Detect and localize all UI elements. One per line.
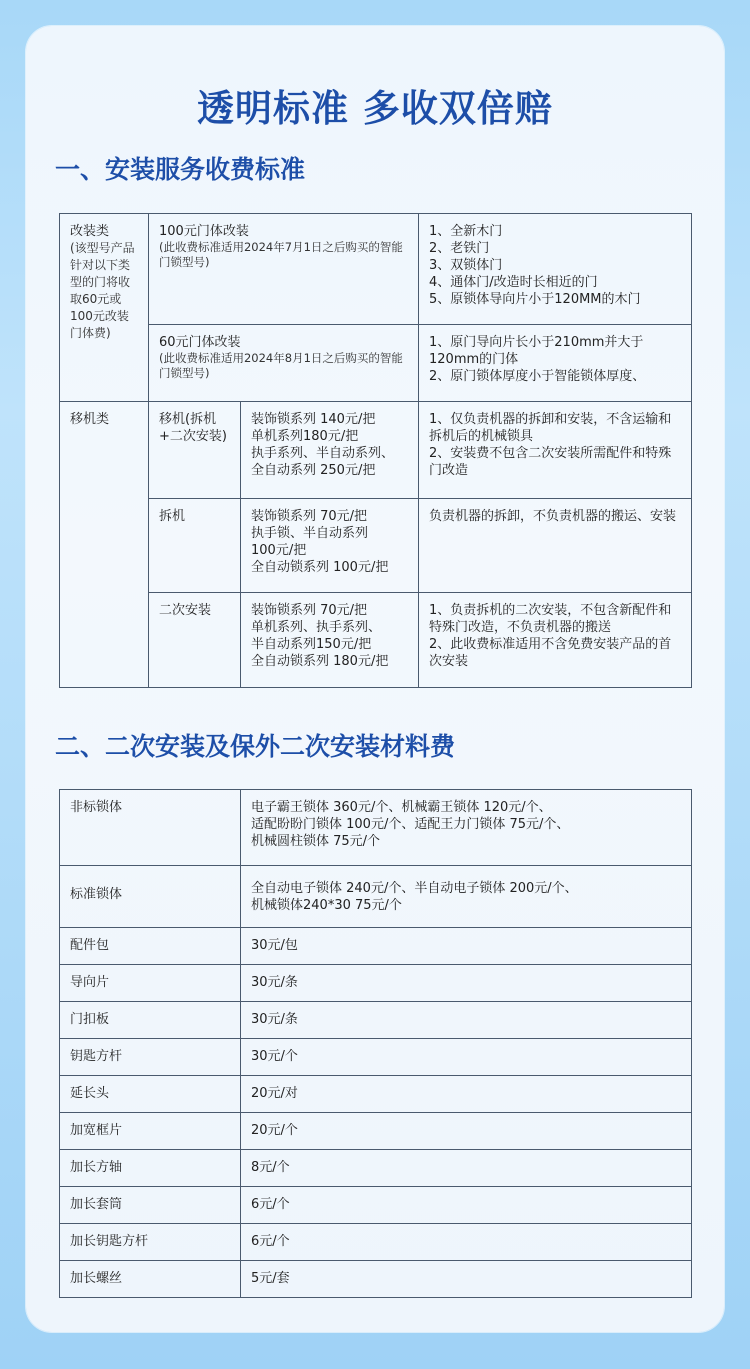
move-row-desc xyxy=(419,593,692,688)
price-line: 全自动锁系列 100元/把 xyxy=(251,560,389,575)
move-row-desc xyxy=(419,402,692,499)
move-row-prices xyxy=(241,402,419,499)
row100-cell xyxy=(149,214,419,325)
material-item: 加长钥匙方杆 xyxy=(60,1224,241,1261)
row60-note: (此收费标准适用2024年8月1日之后购买的智能门锁型号) xyxy=(159,351,403,380)
desc-line: 2、老铁门 xyxy=(429,241,490,256)
price-line: 100元/把 xyxy=(251,543,307,558)
material-price: 30元/包 xyxy=(241,928,692,965)
desc-line: 1、原门导向片长小于210mm并大于120mm的门体 xyxy=(429,335,644,367)
section1-title: 一、安装服务收费标准 xyxy=(55,155,306,184)
desc-line: 5、原锁体导向片小于120MM的木门 xyxy=(429,292,641,307)
material-item: 非标锁体 xyxy=(60,790,241,866)
material-price: 20元/对 xyxy=(241,1076,692,1113)
move-row-name: 拆机 xyxy=(149,499,241,593)
material-item: 钥匙方杆 xyxy=(60,1039,241,1076)
price-line: 执手锁、半自动系列 xyxy=(251,526,369,541)
desc-line: 3、双锁体门 xyxy=(429,258,503,273)
material-item: 门扣板 xyxy=(60,1002,241,1039)
price-line: 机械锁体240*30 75元/个 xyxy=(251,898,402,913)
price-line: 全自动电子锁体 240元/个、半自动电子锁体 200元/个、 xyxy=(251,881,578,896)
desc-line: 2、安装费不包含二次安装所需配件和特殊门改造 xyxy=(429,446,672,478)
material-item: 加宽框片 xyxy=(60,1113,241,1150)
desc-line: 负责机器的拆卸，不负责机器的搬运、安装 xyxy=(429,509,677,524)
price-line: 电子霸王锁体 360元/个、机械霸王锁体 120元/个、 xyxy=(251,800,552,815)
section2-title: 二、二次安装及保外二次安装材料费 xyxy=(55,732,456,761)
move-category: 移机类 xyxy=(60,402,149,688)
move-row-prices xyxy=(241,499,419,593)
price-line: 装饰锁系列 70元/把 xyxy=(251,509,368,524)
desc-line: 1、全新木门 xyxy=(429,224,503,239)
desc-line: 2、此收费标准适用不含免费安装产品的首次安装 xyxy=(429,637,672,669)
modify-category-cell xyxy=(60,214,149,402)
price-line: 全自动系列 250元/把 xyxy=(251,463,376,478)
price-line: 装饰锁系列 70元/把 xyxy=(251,603,368,618)
material-price: 30元/个 xyxy=(241,1039,692,1076)
move-row-name: 二次安装 xyxy=(149,593,241,688)
install-fee-table xyxy=(59,213,692,688)
material-price: 30元/条 xyxy=(241,965,692,1002)
row100-note: (此收费标准适用2024年7月1日之后购买的智能门锁型号) xyxy=(159,240,403,269)
material-price xyxy=(241,866,692,928)
price-line: 全自动锁系列 180元/把 xyxy=(251,654,389,669)
row100-name: 100元门体改装 xyxy=(159,224,249,239)
modify-category-note: (该型号产品针对以下类型的门将收取60元或100元改装门体费) xyxy=(70,241,135,340)
price-line: 机械圆柱锁体 75元/个 xyxy=(251,834,381,849)
desc-line: 4、通体门/改造时长相近的门 xyxy=(429,275,598,290)
move-row-prices xyxy=(241,593,419,688)
material-item: 加长套筒 xyxy=(60,1187,241,1224)
row60-name: 60元门体改装 xyxy=(159,335,241,350)
row60-cell xyxy=(149,325,419,402)
material-item: 加长螺丝 xyxy=(60,1261,241,1298)
desc-line: 2、原门锁体厚度小于智能锁体厚度、 xyxy=(429,369,646,384)
row60-desc xyxy=(419,325,692,402)
price-line: 单机系列、执手系列、 xyxy=(251,620,382,635)
price-line: 执手系列、半自动系列、 xyxy=(251,446,395,461)
material-item: 标准锁体 xyxy=(60,866,241,928)
price-line: 装饰锁系列 140元/把 xyxy=(251,412,376,427)
desc-line: 1、仅负责机器的拆卸和安装，不含运输和拆机后的机械锁具 xyxy=(429,412,672,444)
material-price: 6元/个 xyxy=(241,1187,692,1224)
material-fee-table xyxy=(59,789,692,1298)
price-line: 适配盼盼门锁体 100元/个、适配王力门锁体 75元/个、 xyxy=(251,817,570,832)
page-title: 透明标准 多收双倍赔 xyxy=(197,87,553,130)
material-price xyxy=(241,790,692,866)
price-line: 半自动系列150元/把 xyxy=(251,637,372,652)
material-item: 配件包 xyxy=(60,928,241,965)
material-price: 5元/套 xyxy=(241,1261,692,1298)
material-item: 加长方轴 xyxy=(60,1150,241,1187)
price-line: 单机系列180元/把 xyxy=(251,429,359,444)
move-row-desc xyxy=(419,499,692,593)
desc-line: 1、负责拆机的二次安装，不包含新配件和特殊门改造，不负责机器的搬送 xyxy=(429,603,672,635)
material-price: 6元/个 xyxy=(241,1224,692,1261)
material-item: 延长头 xyxy=(60,1076,241,1113)
material-price: 20元/个 xyxy=(241,1113,692,1150)
row100-desc xyxy=(419,214,692,325)
material-price: 8元/个 xyxy=(241,1150,692,1187)
modify-category: 改装类 xyxy=(70,224,110,239)
material-price: 30元/条 xyxy=(241,1002,692,1039)
move-row-name: 移机(拆机+二次安装) xyxy=(149,402,241,499)
material-item: 导向片 xyxy=(60,965,241,1002)
